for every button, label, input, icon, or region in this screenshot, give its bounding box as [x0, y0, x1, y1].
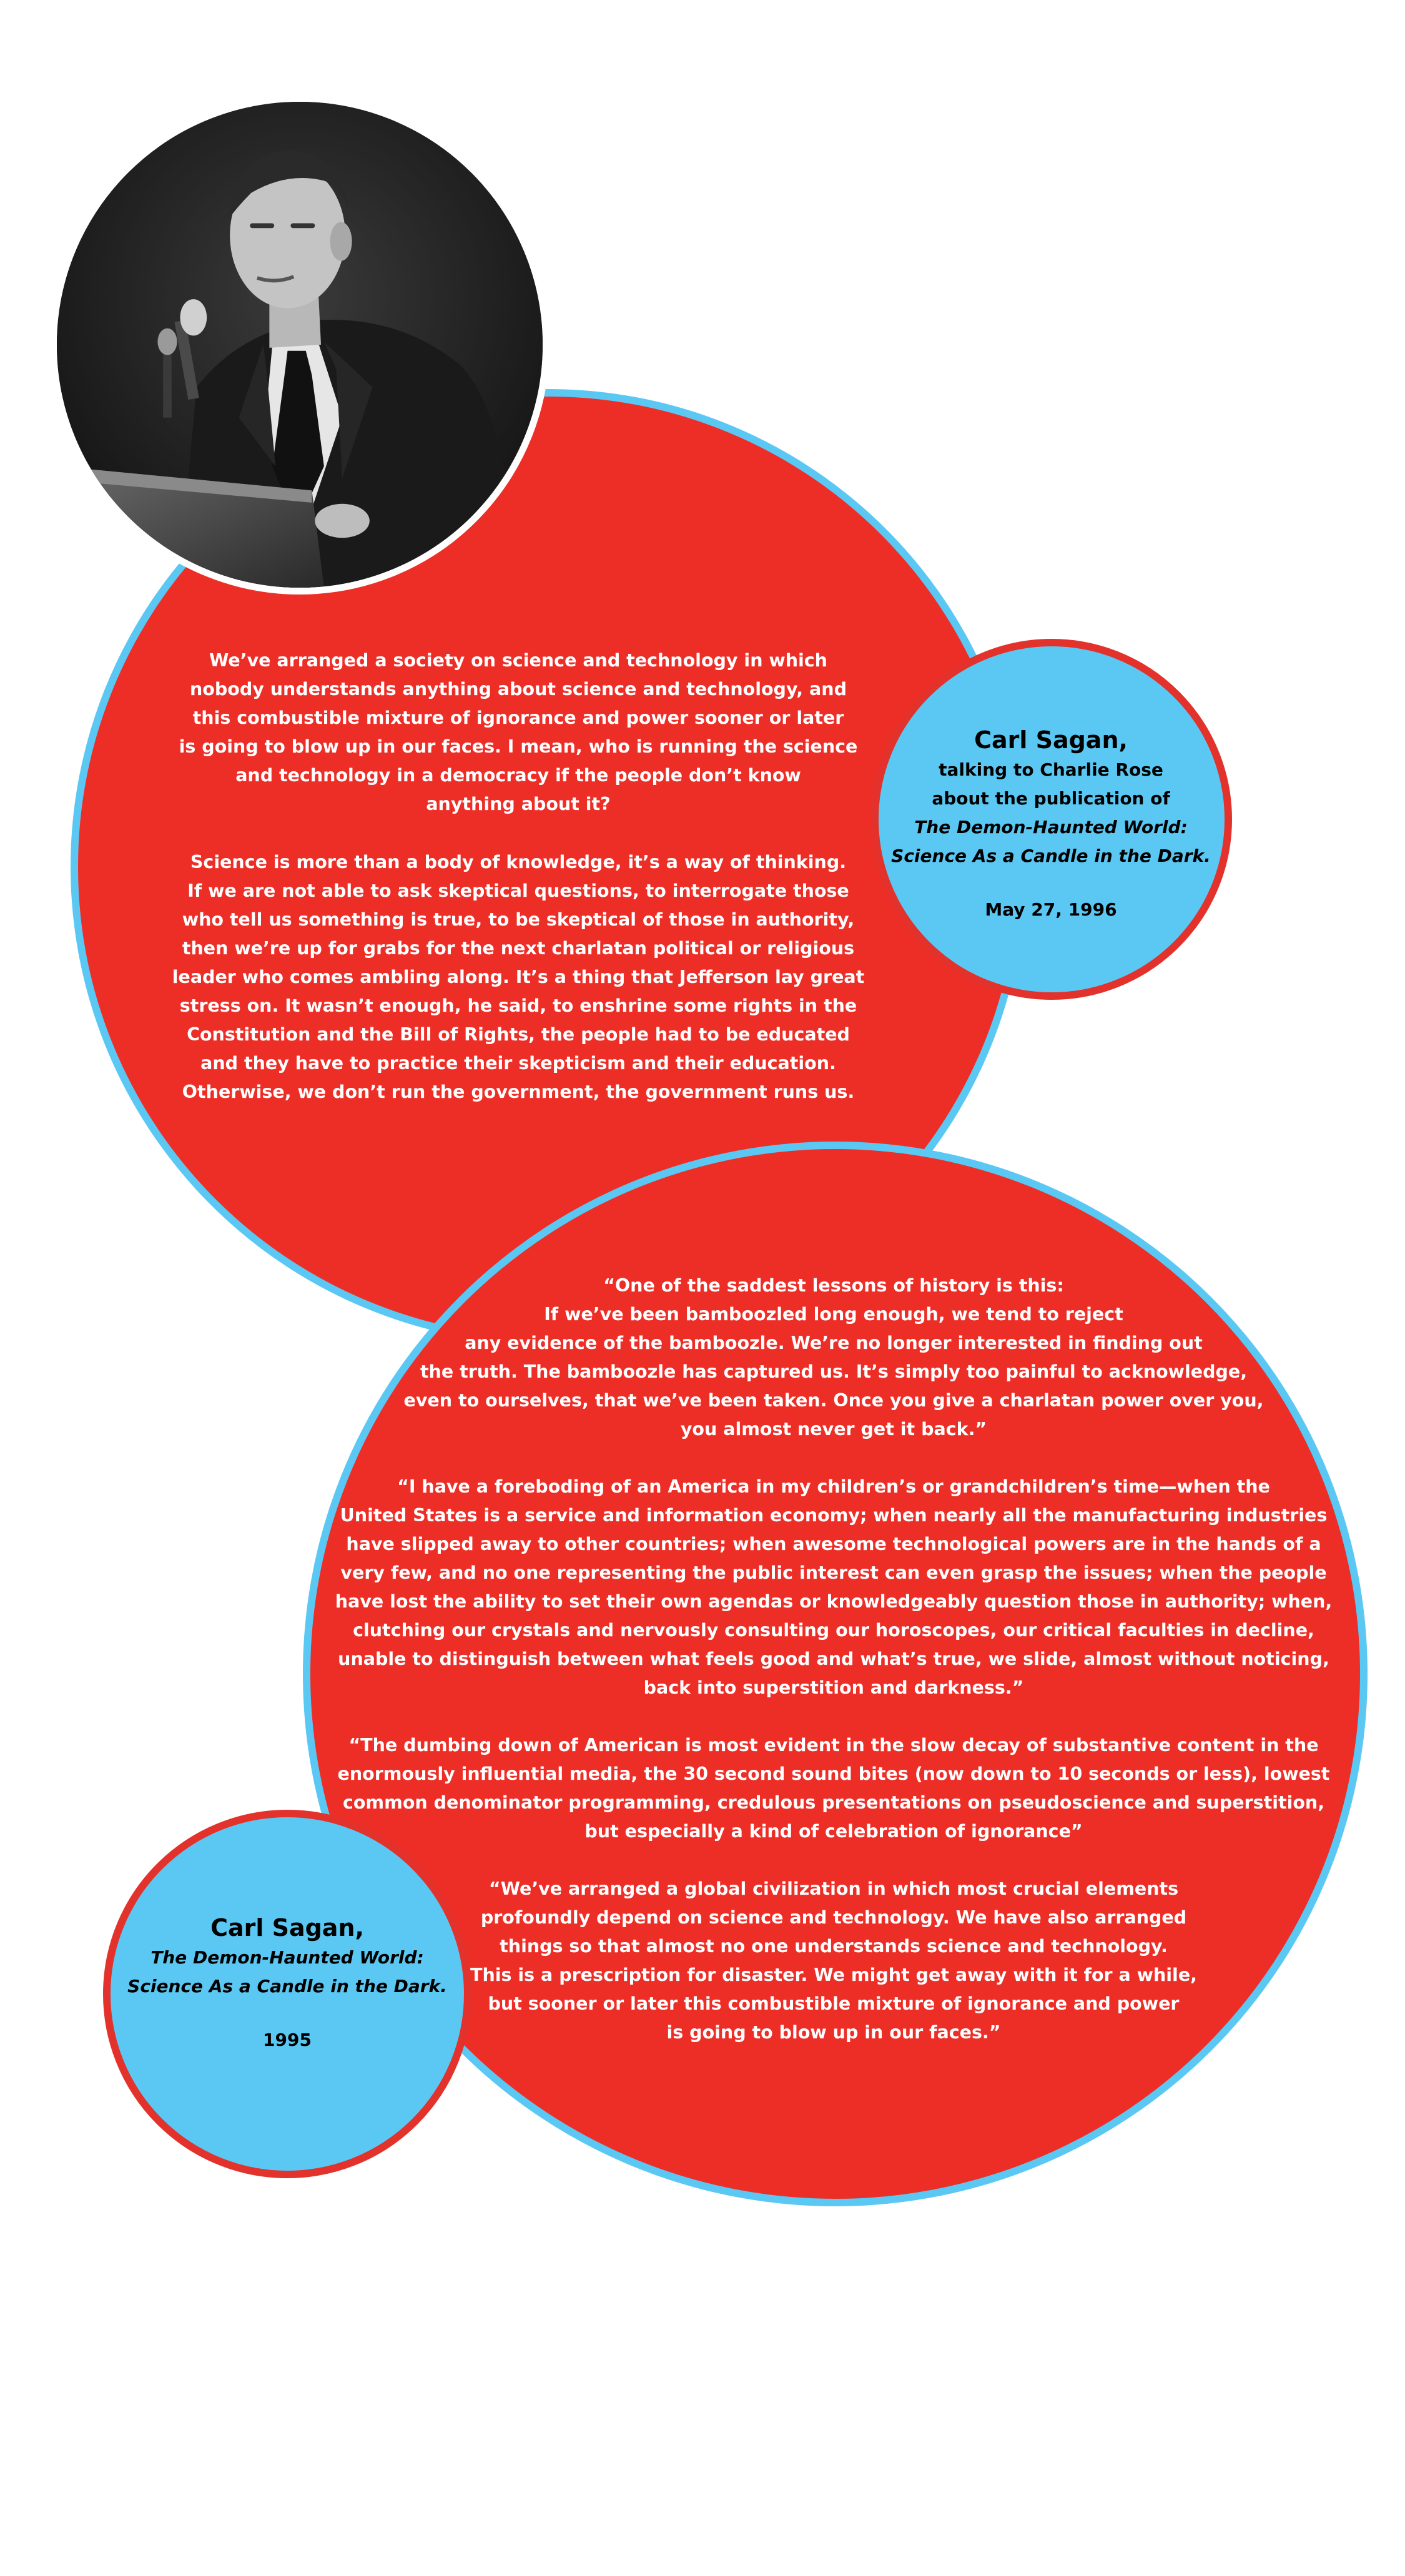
interview-attribution	[874, 724, 1228, 924]
book-attribution	[106, 1912, 468, 2055]
book-quote-paragraph: “One of the saddest lessons of history is this: If we’ve been bamboozled long enough, we tend to reject any evidence of the bamboozle. We’re no longer interested in finding out the truth. The bamboozle has captured us. It’s simply too painful to acknowledge, even to ourselves, that we’ve been taken. Once you give a charlatan power over you, you almost never get it back.”	[403, 1275, 1264, 1439]
book-title: Science As a Candle in the Dark.	[891, 846, 1211, 866]
book-title: The Demon-Haunted World:	[914, 817, 1188, 837]
book-quote-paragraph: “The dumbing down of American is most evident in the slow decay of substantive content in the enormously influential media, the 30 second sound bites (now down to 10 seconds or less), lowest common denominator programming, credulous presentations on pseudoscience and superstition, but especially a kind of celebration of ignorance”	[337, 1735, 1330, 1842]
book-quotes	[331, 1271, 1336, 2047]
attribution-line: about the publication of	[932, 788, 1170, 809]
attribution-date: May 27, 1996	[985, 899, 1117, 920]
book-quote-paragraph: “We’ve arranged a global civilization in which most crucial elements profoundly depend on science and technology. We have also arranged things so that almost no one understands science and technology. This is a prescription for disaster. We might get away with it for a while, but sooner or later this combustible mixture of ignorance and power is going to blow up in our faces.”	[470, 1878, 1197, 2043]
book-title: The Demon-Haunted World:	[150, 1947, 424, 1968]
attribution-name: Carl Sagan,	[974, 726, 1128, 754]
attribution-date: 1995	[263, 2030, 312, 2050]
attribution-line: talking to Charlie Rose	[939, 759, 1163, 780]
interview-quote	[150, 646, 887, 1107]
portrait-photo-icon	[57, 102, 543, 588]
portrait-photo	[50, 95, 550, 595]
interview-quote-paragraph: Science is more than a body of knowledge, it’s a way of thinking. If we are not able to ask skeptical questions, to interrogate those who tell us something is true, to be skeptical of those in authority, then we’re up for grabs for the next charlatan political or religious leader who comes ambling along. It’s a thing that Jefferson lay great stress on. It wasn’t enough, he said, to enshrine some rights in the Constitution and the Bill of Rights, the people had to be educated and they have to practice their skepticism and their education. Otherwise, we don’t run the government, the government runs us.	[172, 852, 865, 1102]
attribution-name: Carl Sagan,	[210, 1914, 364, 1942]
book-quote-paragraph: “I have a foreboding of an America in my children’s or grandchildren’s time—when the United States is a service and information economy; when nearly all the manufacturing industries have slipped away to other countries; when awesome technological powers are in the hands of a very few, and no one representing the public interest can even grasp the issues; when the people have lost the ability to set their own agendas or knowledgeably question those in authority; when, clutching our crystals and nervously consulting our horoscopes, our critical faculties in decline, unable to distinguish between what feels good and what’s true, we slide, almost without noticing, back into superstition and darkness.”	[335, 1476, 1333, 1698]
book-title: Science As a Candle in the Dark.	[127, 1976, 447, 1996]
interview-quote-paragraph: We’ve arranged a society on science and technology in which nobody understands anything about science and technology, and this combustible mixture of ignorance and power sooner or later is going to blow up in our faces. I mean, who is running the science and technology in a democracy if the people don’t know anything about it?	[179, 650, 858, 814]
